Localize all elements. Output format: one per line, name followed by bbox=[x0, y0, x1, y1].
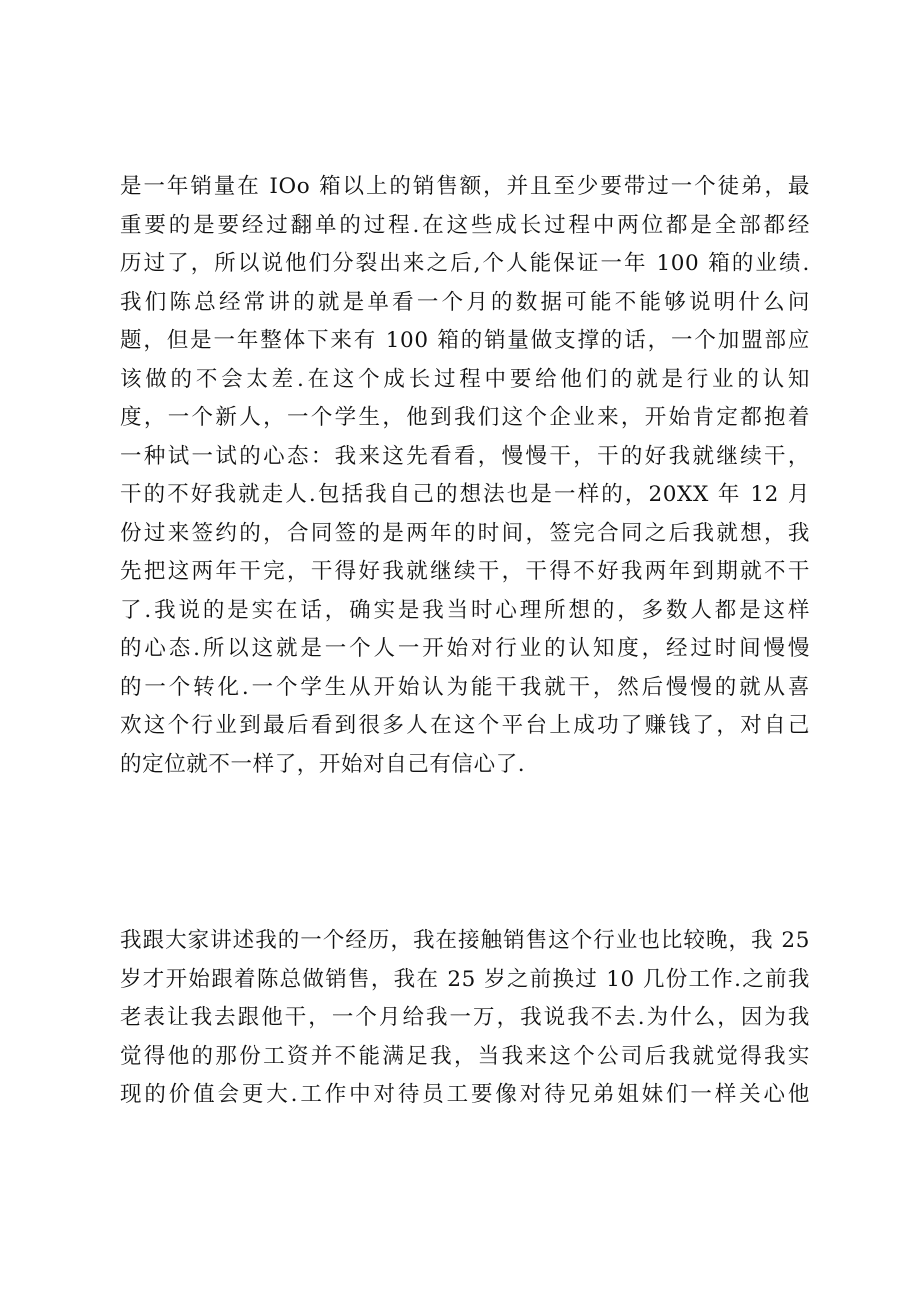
paragraph-1 bbox=[120, 168, 810, 784]
text-line: 岁才开始跟着陈总做销售，我在 25 岁之前换过 10 几份工作.之前我 bbox=[120, 966, 810, 992]
text-line: 的一个转化.一个学生从开始认为能干我就干，然后慢慢的就从喜 bbox=[120, 674, 810, 700]
text-line: 重要的是要经过翻单的过程.在这些成长过程中两位都是全部都经 bbox=[120, 212, 810, 238]
text-line: 题，但是一年整体下来有 100 箱的销量做支撑的话，一个加盟部应 bbox=[120, 328, 810, 353]
text-line: 份过来签约的，合同签的是两年的时间，签完合同之后我就想，我 bbox=[120, 520, 810, 546]
text-line: 度，一个新人，一个学生，他到我们这个企业来，开始肯定都抱着 bbox=[120, 405, 810, 430]
text-line: 现的价值会更大.工作中对待员工要像对待兄弟姐妹们一样关心他 bbox=[120, 1082, 810, 1107]
text-line: 了.我说的是实在话，确实是我当时心理所想的，多数人都是这样 bbox=[120, 597, 810, 623]
text-line: 我们陈总经常讲的就是单看一个月的数据可能不能够说明什么问 bbox=[120, 289, 810, 315]
text-line: 先把这两年干完，干得好我就继续干，干得不好我两年到期就不干 bbox=[120, 559, 810, 584]
text-line: 干的不好我就走人.包括我自己的想法也是一样的，20XX 年 12 月 bbox=[120, 482, 810, 507]
text-line: 老表让我去跟他干，一个月给我一万，我说我不去.为什么，因为我 bbox=[120, 1005, 810, 1030]
text-line: 的心态.所以这就是一个人一开始对行业的认知度，经过时间慢慢 bbox=[120, 636, 810, 661]
text-line: 一种试一试的心态：我来这先看看，慢慢干，干的好我就继续干， bbox=[120, 443, 810, 469]
text-line: 我跟大家讲述我的一个经历，我在接触销售这个行业也比较晚，我 25 bbox=[120, 928, 810, 953]
text-line: 的定位就不一样了，开始对自己有信心了. bbox=[120, 751, 526, 777]
text-line: 觉得他的那份工资并不能满足我，当我来这个公司后我就觉得我实 bbox=[120, 1043, 810, 1069]
text-line: 该做的不会太差.在这个成长过程中要给他们的就是行业的认知 bbox=[120, 366, 810, 392]
text-line: 欢这个行业到最后看到很多人在这个平台上成功了赚钱了，对自己 bbox=[120, 713, 810, 738]
text-line: 是一年销量在 IOo 箱以上的销售额，并且至少要带过一个徒弟，最 bbox=[120, 174, 810, 199]
text-line: 历过了，所以说他们分裂出来之后,个人能保证一年 100 箱的业绩. bbox=[120, 251, 810, 276]
paragraph-2 bbox=[120, 922, 810, 1115]
